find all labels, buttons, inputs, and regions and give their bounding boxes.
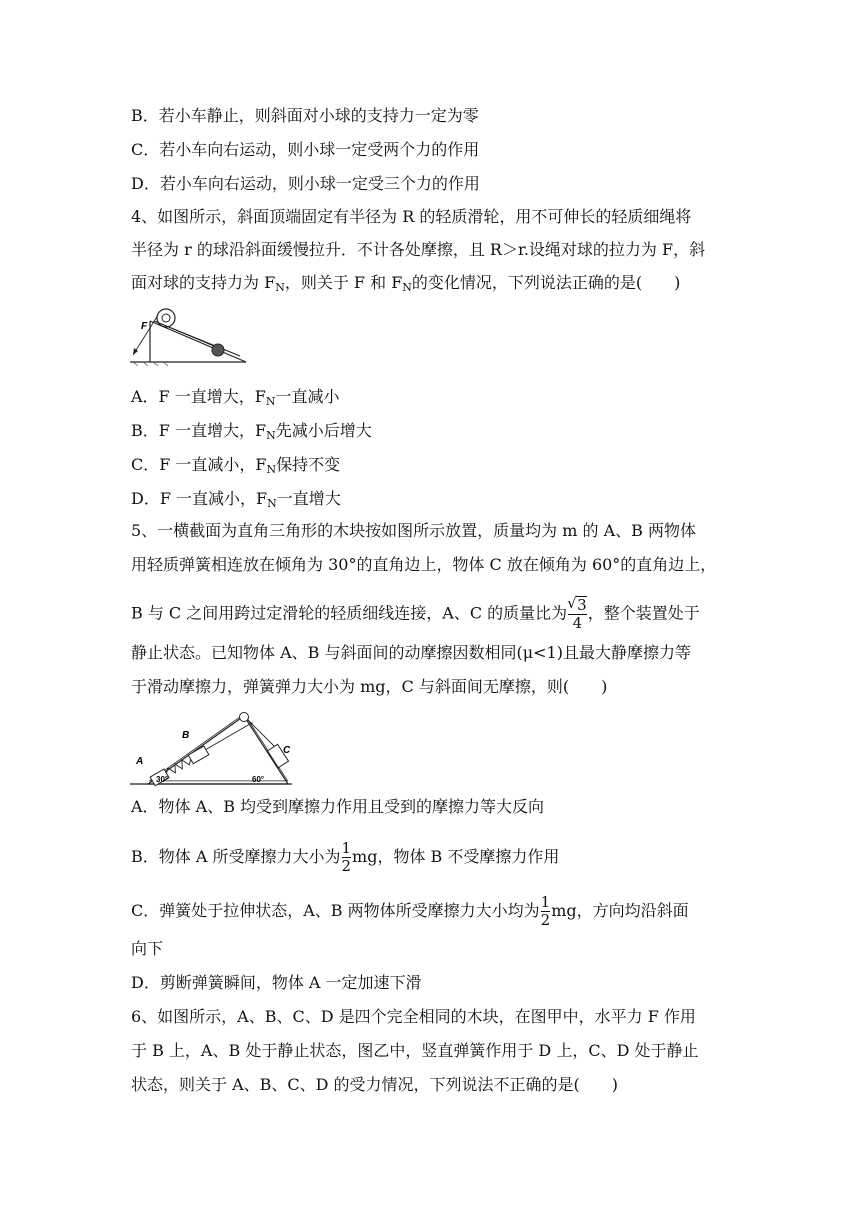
q4-option-d	[131, 488, 341, 515]
q3-option-b: B．若小车静止，则斜面对小球的支持力一定为零	[131, 106, 479, 125]
q5-option-c-line-2: 向下	[131, 939, 164, 958]
q4-option-d-text-2: 一直增大	[276, 489, 341, 508]
q5-figure-triangle-wedge	[128, 708, 294, 794]
q5-option-b	[131, 840, 559, 875]
q5-stem-line-1: 5、一横截面为直角三角形的木块按如图所示放置，质量均为 m 的 A、B 两物体	[131, 521, 697, 540]
q4-option-a	[131, 386, 340, 413]
subscript-n: N	[267, 497, 277, 510]
q5-option-a: A．物体 A、B 均受到摩擦力作用且受到的摩擦力等大反向	[131, 797, 545, 816]
q5-option-c-text-2: mg，方向均沿斜面	[551, 901, 689, 920]
fraction-one-half	[541, 894, 551, 929]
label-b: B	[182, 730, 190, 741]
force-label-f: F	[141, 321, 148, 332]
q6-stem-line-3: 状态，则关于 A、B、C、D 的受力情况，下列说法不正确的是( )	[131, 1075, 619, 1094]
q5-stem-line-2: 用轻质弹簧相连放在倾角为 30°的直角边上，物体 C 放在倾角为 60°的直角边上，	[131, 555, 717, 574]
q4-stem-3c: 的变化情况，下列说法正确的是( )	[411, 273, 681, 292]
q4-option-c	[131, 454, 340, 481]
fraction-numerator: 1	[540, 893, 551, 911]
fraction-numerator: 1	[341, 839, 352, 857]
q5-stem-3a: B 与 C 之间用跨过定滑轮的轻质细线连接，A、C 的质量比为	[131, 603, 568, 623]
q4-option-d-text: D．F 一直减小，F	[131, 489, 268, 508]
q5-option-c-text: C．弹簧处于拉伸状态，A、B 两物体所受摩擦力大小均为	[131, 901, 540, 920]
subscript-n: N	[402, 281, 412, 294]
q5-stem-line-3	[131, 596, 700, 632]
fraction-sqrt3-over-4	[568, 596, 587, 632]
q5-option-d: D．剪断弹簧瞬间，物体 A 一定加速下滑	[131, 973, 422, 992]
sqrt-3: √ 3	[576, 596, 587, 614]
q5-stem-line-5: 于滑动摩擦力，弹簧弹力大小为 mg，C 与斜面间无摩擦，则( )	[131, 677, 608, 696]
q3-option-d: D．若小车向右运动，则小球一定受三个力的作用	[131, 174, 480, 193]
q5-stem-3b: ，整个装置处于	[587, 603, 700, 623]
q4-stem-3a: 面对球的支持力为 F	[131, 273, 276, 292]
q4-stem-3b: ，则关于 F 和 F	[284, 273, 403, 292]
q4-option-c-text-2: 保持不变	[276, 455, 341, 474]
label-c: C	[283, 745, 291, 756]
fraction-one-half	[342, 840, 352, 875]
q4-stem-line-2: 半径为 r 的球沿斜面缓慢拉升．不计各处摩擦，且 R＞r.设绳对球的拉力为 F，斜	[131, 240, 706, 259]
q6-stem-line-1: 6、如图所示，A、B、C、D 是四个完全相同的木块，在图甲中，水平力 F 作用	[131, 1007, 696, 1026]
subscript-n: N	[266, 429, 276, 442]
fraction-denominator: 2	[540, 911, 551, 929]
q4-option-a-text-2: 一直减小	[275, 387, 340, 406]
fraction-denominator: 4	[568, 614, 587, 632]
q4-option-b-text: B．F 一直增大，F	[131, 421, 267, 440]
q4-option-b-text-2: 先减小后增大	[275, 421, 372, 440]
q5-option-b-text-2: mg，物体 B 不受摩擦力作用	[352, 847, 560, 866]
subscript-n: N	[275, 281, 285, 294]
subscript-n: N	[265, 395, 276, 408]
q6-stem-line-2: 于 B 上，A、B 处于静止状态，图乙中，竖直弹簧作用于 D 上，C、D 处于静止	[131, 1041, 699, 1060]
q4-option-c-text: C．F 一直减小，F	[131, 455, 267, 474]
angle-60-label: 60°	[252, 775, 265, 784]
fraction-denominator: 2	[341, 857, 352, 875]
subscript-n: N	[266, 463, 277, 476]
q3-option-c: C．若小车向右运动，则小球一定受两个力的作用	[131, 140, 480, 159]
q5-stem-line-4: 静止状态。已知物体 A、B 与斜面间的动摩擦因数相同(μ<1)且最大静摩擦力等	[131, 643, 691, 662]
q4-figure-pulley-incline	[128, 307, 248, 371]
q5-option-c	[131, 894, 689, 929]
angle-30-label: 30°	[156, 775, 169, 784]
q4-stem-line-3	[131, 272, 680, 299]
q4-stem-line-1: 4、如图所示，斜面顶端固定有半径为 R 的轻质滑轮，用不可伸长的轻质细绳将	[131, 207, 692, 226]
q4-option-b	[131, 420, 372, 447]
q5-option-b-text: B．物体 A 所受摩擦力大小为	[131, 847, 341, 866]
label-a: A	[136, 756, 144, 767]
q4-option-a-text: A．F 一直增大，F	[131, 387, 266, 406]
